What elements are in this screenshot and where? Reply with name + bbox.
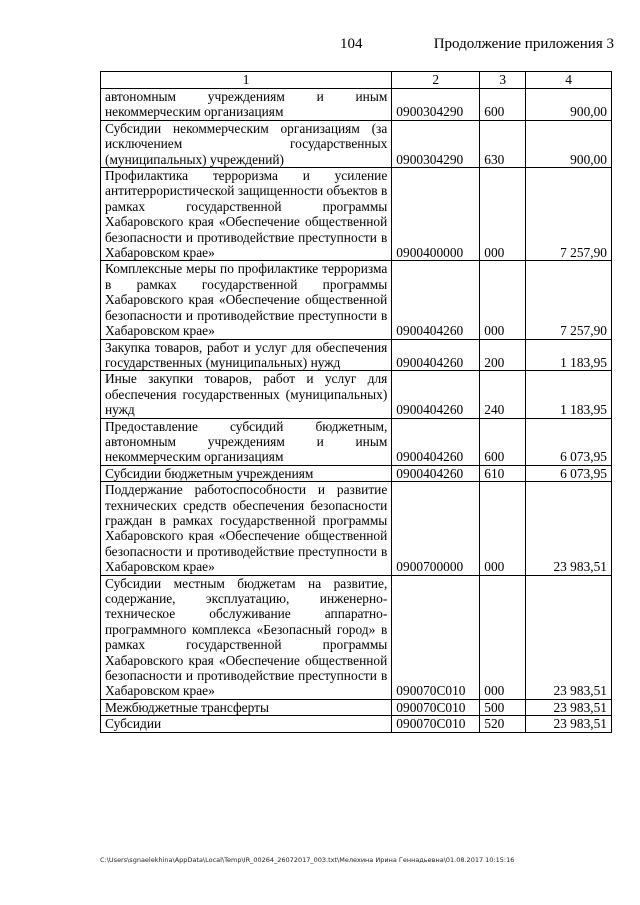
table-row [101,168,612,261]
row-amount-cell: 1 183,95 [526,339,612,371]
table-row [101,482,612,575]
table-row [101,575,612,699]
column-header: 2 [392,72,480,89]
row-name-cell: Субсидии [101,716,392,732]
row-code-cell: 0900404260 [392,465,480,481]
row-type-cell: 240 [480,371,526,418]
row-code-cell: 090070С010 [392,575,480,699]
row-code-cell: 090070С010 [392,716,480,732]
budget-table [100,71,612,733]
row-code-cell: 0900304290 [392,120,480,167]
row-type-cell: 520 [480,716,526,732]
row-amount-cell: 1 183,95 [526,371,612,418]
table-header-row [101,72,612,89]
row-code-cell: 0900404260 [392,371,480,418]
row-amount-cell: 23 983,51 [526,716,612,732]
row-code-cell: 0900404260 [392,339,480,371]
table-row [101,339,612,371]
row-amount-cell: 23 983,51 [526,699,612,715]
row-name-cell: Закупка товаров, работ и услуг для обеспечения государственных (муниципальных) нужд [101,339,392,371]
row-amount-cell: 6 073,95 [526,465,612,481]
row-code-cell: 0900304290 [392,89,480,121]
row-type-cell: 600 [480,89,526,121]
row-type-cell: 610 [480,465,526,481]
row-name-cell: Субсидии бюджетным учреждениям [101,465,392,481]
row-type-cell: 000 [480,575,526,699]
row-name-cell: автономным учреждениям и иным некоммерческим организациям [101,89,392,121]
row-type-cell: 600 [480,418,526,465]
row-type-cell: 000 [480,261,526,339]
continuation-title: Продолжение приложения 3 [433,36,614,52]
row-amount-cell: 7 257,90 [526,261,612,339]
row-name-cell: Комплексные меры по профилактике терроризма в рамках государственной программы Хабаровского края «Обеспечение общественной безопасности и противодействие преступности в Хабаровском крае» [101,261,392,339]
row-code-cell: 090070С010 [392,699,480,715]
table-row [101,371,612,418]
row-name-cell: Иные закупки товаров, работ и услуг для обеспечения государственных (муниципальных) нужд [101,371,392,418]
table-row [101,716,612,732]
column-header: 1 [101,72,392,89]
page-number: 104 [340,36,363,52]
row-amount-cell: 23 983,51 [526,575,612,699]
table-row [101,120,612,167]
row-type-cell: 500 [480,699,526,715]
table-row [101,261,612,339]
table-row [101,89,612,121]
table-row [101,418,612,465]
row-amount-cell: 7 257,90 [526,168,612,261]
row-name-cell: Предоставление субсидий бюджетным, автономным учреждениям и иным некоммерческим организациям [101,418,392,465]
row-name-cell: Поддержание работоспособности и развитие технических средств обеспечения безопасности граждан в рамках государственной программы Хабаровского края «Обеспечение общественной безопасности и противодействие преступности в Хабаровском крае» [101,482,392,575]
table-body [101,89,612,733]
column-header: 3 [480,72,526,89]
row-amount-cell: 23 983,51 [526,482,612,575]
row-name-cell: Межбюджетные трансферты [101,699,392,715]
row-amount-cell: 6 073,95 [526,418,612,465]
row-type-cell: 000 [480,482,526,575]
row-amount-cell: 900,00 [526,89,612,121]
row-type-cell: 630 [480,120,526,167]
row-name-cell: Субсидии местным бюджетам на развитие, содержание, эксплуатацию, инженерно-техническое обслуживание аппаратно-программного комплекса «Безопасный город» в рамках государственной программы Хабаровского края «Обеспечение общественной безопасности и противодействие преступности в Хабаровском крае» [101,575,392,699]
row-type-cell: 000 [480,168,526,261]
table-row [101,465,612,481]
row-amount-cell: 900,00 [526,120,612,167]
row-code-cell: 0900700000 [392,482,480,575]
row-code-cell: 0900404260 [392,261,480,339]
table-row [101,699,612,715]
column-header: 4 [526,72,612,89]
row-code-cell: 0900400000 [392,168,480,261]
row-code-cell: 0900404260 [392,418,480,465]
row-name-cell: Субсидии некоммерческим организациям (за исключением государственных (муниципальных) учреждений) [101,120,392,167]
file-path-footer: C:\Users\sgnaelekhina\AppData\Local\Temp\IR_00264_26072017_003.txt\Мелехина Ирина Геннадьевна\01.08.2017 10:15:16 [100,856,515,864]
row-name-cell: Профилактика терроризма и усиление антитеррористической защищенности объектов в рамках государственной программы Хабаровского края «Обеспечение общественной безопасности и противодействие преступности в Хабаровском крае» [101,168,392,261]
row-type-cell: 200 [480,339,526,371]
